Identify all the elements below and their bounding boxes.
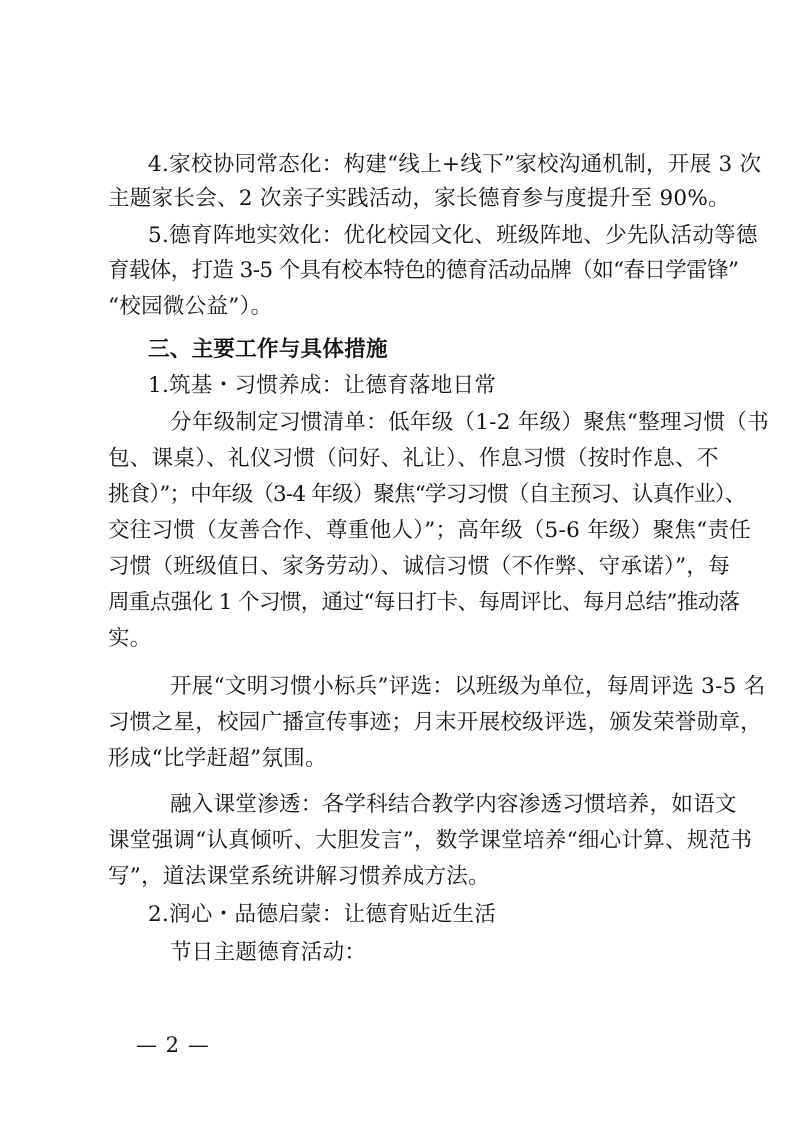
text-line-1: 4.家校协同常态化：构建“线上+线下”家校沟通机制，开展 3 次 xyxy=(148,152,762,177)
section-heading: 三、主要工作与具体措施 xyxy=(148,337,388,362)
subheading-1: 1.筑基・习惯养成：让德育落地日常 xyxy=(148,373,497,398)
text-line-11: 交往习惯（友善合作、尊重他人）”；高年级（5-6 年级）聚焦“责任 xyxy=(108,518,752,543)
text-line-9: 包、课桌）、礼仪习惯（问好、礼让）、作息习惯（按时作息、不 xyxy=(108,446,719,471)
text-line-14: 实。 xyxy=(108,626,152,651)
text-line-20: 写”，道法课堂系统讲解习惯养成方法。 xyxy=(108,864,490,889)
text-line-22: 节日主题德育活动： xyxy=(170,940,367,965)
text-line-16: 习惯之星，校园广播宣传事迹；月末开展校级评选，颁发荣誉勋章， xyxy=(108,710,763,735)
text-line-2-content: 主题家长会、2 次亲子实践活动，家长德育参与度提升至 90%。 xyxy=(108,186,730,211)
text-line-15: 开展“文明习惯小标兵”评选：以班级为单位，每周评选 3-5 名 xyxy=(170,674,766,699)
text-line-17: 形成“比学赶超”氛围。 xyxy=(108,746,327,771)
text-line-2 xyxy=(108,184,730,214)
text-line-10: 挑食）”；中年级（3-4 年级）聚焦“学习习惯（自主预习、认真作业）、 xyxy=(108,482,746,507)
text-line-18: 融入课堂渗透：各学科结合教学内容渗透习惯培养，如语文 xyxy=(170,792,737,817)
text-line-19: 课堂强调“认真倾听、大胆发言”，数学课堂培养“细心计算、规范书 xyxy=(108,828,753,853)
text-line-12: 习惯（班级值日、家务劳动）、诚信习惯（不作弊、守承诺）”，每 xyxy=(108,554,730,579)
text-line-3: 5.德育阵地实效化：优化校园文化、班级阵地、少先队活动等德 xyxy=(148,223,758,248)
text-line-8: 分年级制定习惯清单：低年级（1-2 年级）聚焦“整理习惯（书 xyxy=(170,410,769,435)
page-number: — 2 — xyxy=(136,1033,210,1057)
text-line-13: 周重点强化 1 个习惯，通过“每日打卡、每周评比、每月总结”推动落 xyxy=(108,590,740,615)
text-line-4: 育载体，打造 3-5 个具有校本特色的德育活动品牌（如“春日学雷锋” xyxy=(108,258,739,283)
text-line-5: “校园微公益”）。 xyxy=(108,294,273,319)
subheading-2: 2.润心・品德启蒙：让德育贴近生活 xyxy=(148,902,497,927)
